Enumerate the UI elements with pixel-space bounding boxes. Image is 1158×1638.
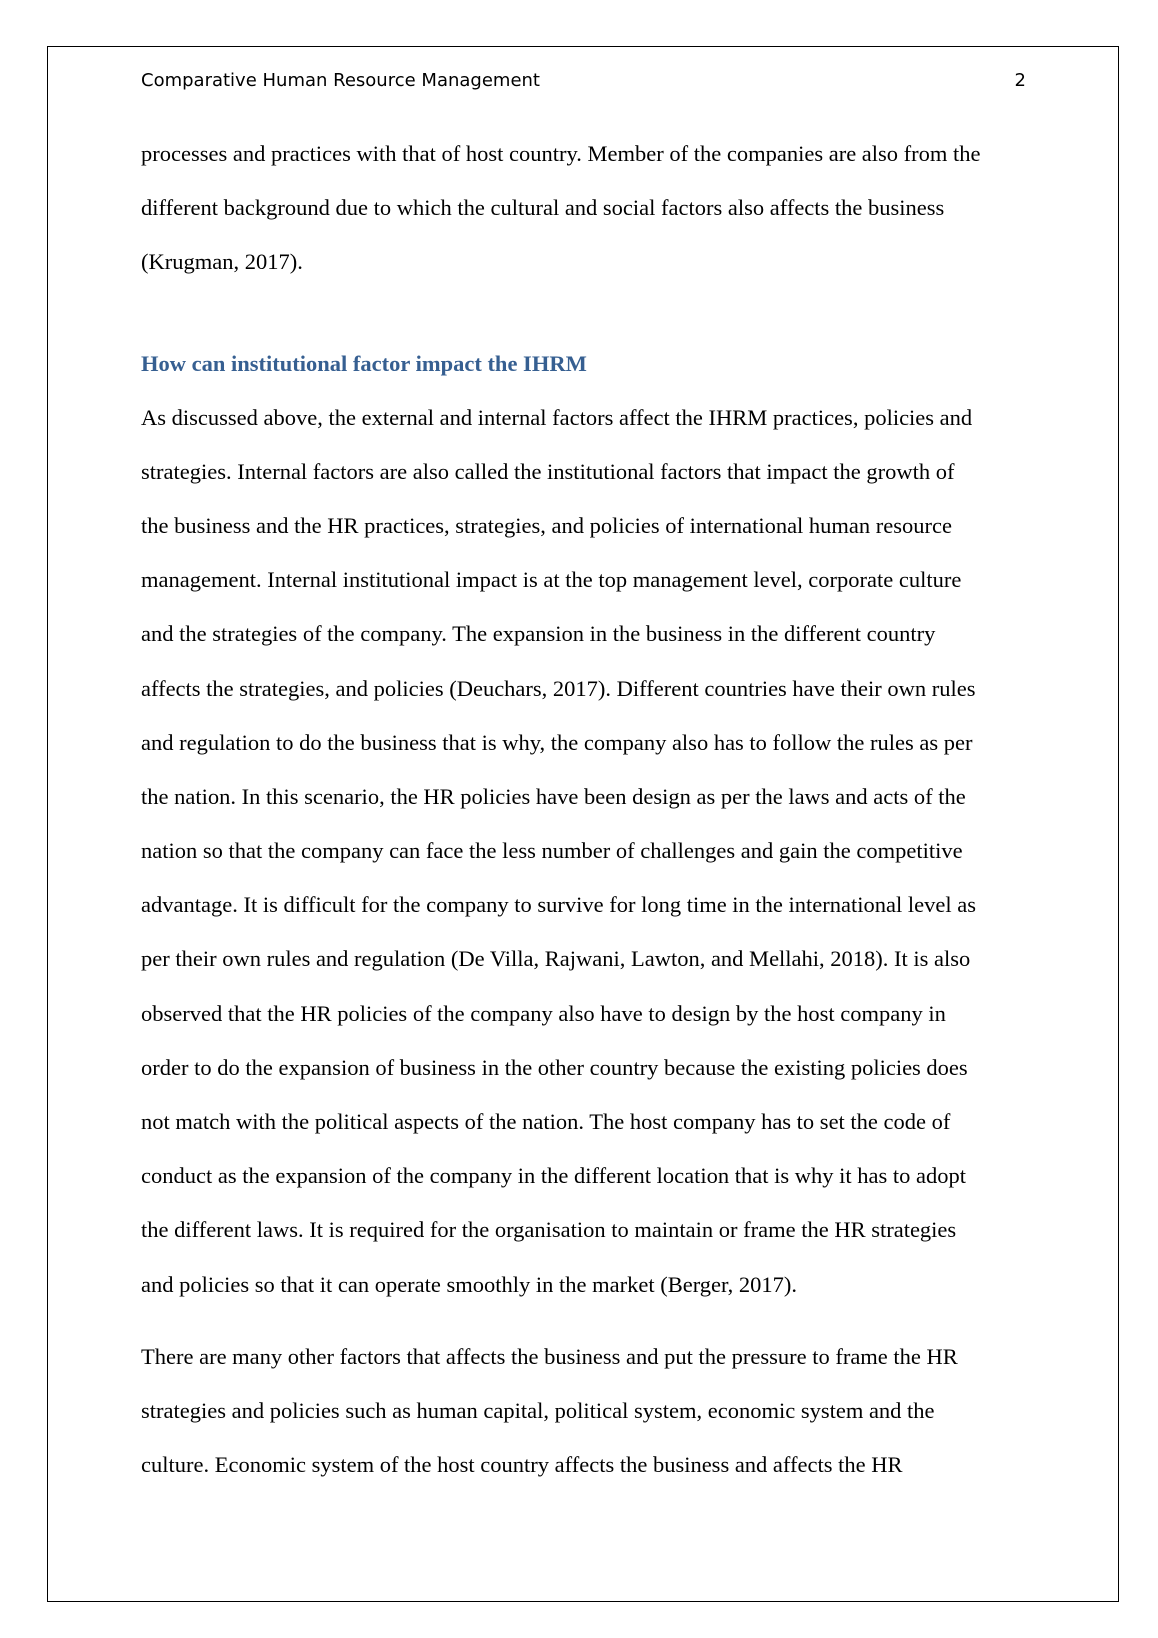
text-line: conduct as the expansion of the company in the different location that is why it has to adopt <box>141 1163 967 1189</box>
spacer <box>141 300 1026 347</box>
page-number: 2 <box>1014 70 1026 91</box>
text-line: As discussed above, the external and internal factors affect the IHRM practices, policies and <box>141 404 973 430</box>
text-line: strategies. Internal factors are also called the institutional factors that impact the growth of <box>141 458 955 484</box>
text-line: processes and practices with that of host country. Member of the companies are also from the <box>141 141 981 166</box>
text-line: affects the strategies, and policies (Deuchars, 2017). Different countries have their own rules <box>141 675 976 701</box>
text-line: and regulation to do the business that is why, the company also has to follow the rules as per <box>141 729 973 755</box>
text-line: not match with the political aspects of the nation. The host company has to set the code of <box>141 1109 951 1134</box>
text-line: order to do the expansion of business in the other country because the existing policies does <box>141 1054 968 1080</box>
spacer <box>141 1322 1026 1340</box>
text-line: the nation. In this scenario, the HR policies have been design as per the laws and acts of the <box>141 783 966 809</box>
text-line: per their own rules and regulation (De Villa, Rajwani, Lawton, and Mellahi, 2018). It is also <box>141 946 971 972</box>
text-line: the business and the HR practices, strategies, and policies of international human resource <box>141 512 952 538</box>
text-line: culture. Economic system of the host country affects the business and affects the HR <box>141 1452 903 1478</box>
text-line: advantage. It is difficult for the company to survive for long time in the international level as <box>141 892 976 918</box>
paragraph-2 <box>141 401 1026 1322</box>
page-header <box>141 68 1026 98</box>
text-line: (Krugman, 2017). <box>141 249 303 275</box>
text-line: and the strategies of the company. The expansion in the business in the different country <box>141 621 936 647</box>
text-line: management. Internal institutional impact is at the top management level, corporate culture <box>141 567 962 593</box>
paragraph-1 <box>141 137 1026 300</box>
text-line: There are many other factors that affects the business and put the pressure to frame the HR <box>141 1343 958 1369</box>
document-body <box>141 137 1026 1502</box>
text-line: observed that the HR policies of the company also have to design by the host company in <box>141 1000 946 1026</box>
text-line: nation so that the company can face the less number of challenges and gain the competitive <box>141 838 963 864</box>
text-line: different background due to which the cultural and social factors also affects the business <box>141 195 945 221</box>
section-heading: How can institutional factor impact the IHRM <box>141 350 587 376</box>
paragraph-3 <box>141 1340 1026 1503</box>
text-line: the different laws. It is required for the organisation to maintain or frame the HR strategies <box>141 1217 957 1243</box>
header-title: Comparative Human Resource Management <box>141 70 540 91</box>
text-line: and policies so that it can operate smoothly in the market (Berger, 2017). <box>141 1271 798 1297</box>
text-line: strategies and policies such as human capital, political system, economic system and the <box>141 1397 935 1423</box>
